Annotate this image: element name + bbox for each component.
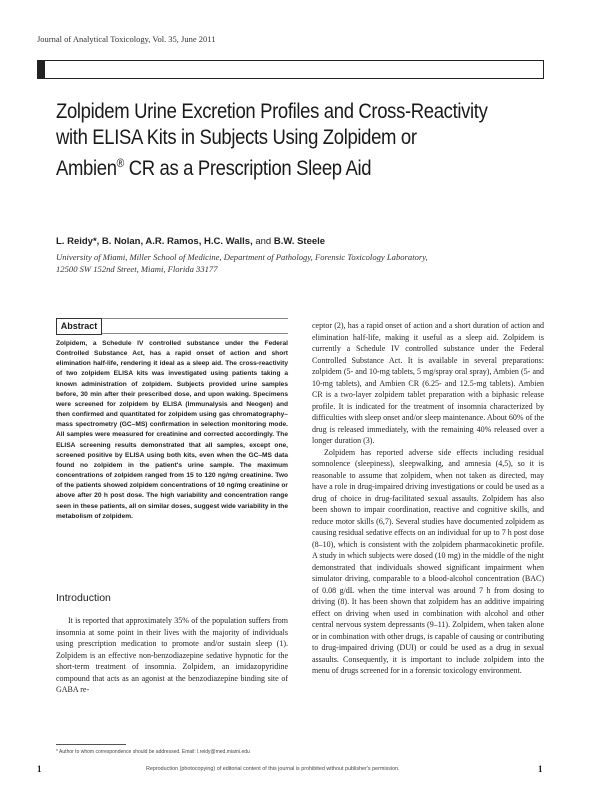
header-rule-box: [37, 60, 544, 79]
page-number-right: 1: [538, 764, 543, 774]
abstract-heading: Abstract: [56, 318, 102, 335]
footnote-rule: [56, 744, 126, 745]
right-column: [312, 320, 544, 677]
abstract-text: Zolpidem, a Schedule IV controlled substance under the Federal Controlled Substance Act, has a rapid onset of action and short elimination half-life, rendering it ideal as a sleep aid. The cross-reactivity of two zolpidem ELISA kits was investigated using patients taking a known administration of zolpidem. Subjects provided urine samples before, 30 min after their prescribed dose, and upon waking. Specimens were screened for zolpidem by ELISA (Immunalysis and Neogen) and then confirmed and quantitated for zolpidem using gas chromatography–mass spectrometry (GC–MS) confirmation in selection monitoring mode. All samples were measured for creatinine and corrected accordingly. The ELISA screening results demonstrated that all samples, except one, screened positive by ELISA using both kits, even when the GC–MS data found no zolpidem in the patient's urine sample. The maximum concentrations of zolpidem ranged from 15 to 120 ng/mg creatinine. Two of the patients showed zolpidem concentrations of 10 ng/mg creatinine or above after 20 h post dose. The high variability and concentration range seen in these patients, all on similar doses, suggest wide variability in the metabolism of zolpidem.: [56, 340, 288, 520]
affiliation: University of Miami, Miller School of Medicine, Department of Pathology, Forensic Toxicology Laboratory, 12500 SW 152nd Street, Miami, Florida 33177: [56, 252, 428, 274]
body-paragraph-2: Zolpidem has reported adverse side effects including residual somnolence (sleepiness), sleepwalking, and amnesia (4,5), so it is reasonable to assume that zolpidem, when not taken as directed, may have a role in drug-impaired driving investigations or could be used as a drug of choice in drug-facilitated sexual assaults. Zolpidem has also been shown to impair coordination, reactive and cognitive skills, and reduce motor skills (6,7). Several studies have documented zolpidem as causing residual sedative effects on an individual for up to 7 h post dose (8–10), which is consistent with the zolpidem pharmacokinetic profile. A study in which subjects were dosed (10 mg) in the middle of the night demonstrated that individuals showed significant impairment when simulator driving, comparable to a blood-alcohol concentration (BAC) of 0.08 g/dL when the time interval was around 7 h from dosing to driving (8). It has been shown that zolpidem has an additive impairing effect on driving when used in combination with alcohol and other central nervous system depressants (9–11). Zolpidem, when taken alone or in combination with other drugs, is capable of causing or contributing to drug-impaired driving (DUI) or could be used as a drug in sexual assaults. Consequently, it is important to include zolpidem into the menu of drugs screened for in a forensic toxicology environment.: [312, 447, 544, 675]
correspondence-footnote: * Author to whom correspondence should be addressed. Email: l.reidy@med.miami.edu: [56, 749, 250, 755]
title-line-2: with ELISA Kits in Subjects Using Zolpidem or: [56, 125, 417, 149]
header-rule-tab: [37, 61, 45, 78]
reproduction-notice: Reproduction (photocopying) of editorial content of this journal is prohibited without publisher's permission.: [146, 766, 400, 772]
journal-header: Journal of Analytical Toxicology, Vol. 35, June 2011: [37, 34, 216, 44]
title-line-1: Zolpidem Urine Excretion Profiles and Cross-Reactivity: [56, 99, 488, 123]
introduction-text: It is reported that approximately 35% of the population suffers from insomnia at some point in their lives with the majority of individuals using prescription medication to promote and/or sustain sleep (1). Zolpidem is an effective non-benzodiazepine sedative hypnotic for the short-term treatment of insomnia. Zolpidem, an imidazopyridine compound that acts as an agonist at the benzodiazepine binding site of GABA re-: [56, 616, 288, 694]
registered-mark: ®: [116, 156, 124, 170]
title-line-3: Ambien® CR as a Prescription Sleep Aid: [56, 156, 372, 180]
page-number-left: 1: [37, 764, 42, 774]
author-list: L. Reidy*, B. Nolan, A.R. Ramos, H.C. Walls, and B.W. Steele: [56, 236, 326, 247]
article-title: [56, 98, 538, 181]
introduction-heading: Introduction: [56, 592, 111, 604]
body-paragraph-1: ceptor (2), has a rapid onset of action and a short duration of action and elimination half-life, making it useful as a sleep aid. Zolpidem is currently a Schedule IV controlled substance under the Federal Controlled Substance Act. It is available in several preparations: zolpidem (5- and 10-mg tablets, 5 mg/spray oral spray), Ambien (5- and 10-mg tablets), and Ambien CR (6.25- and 12.5-mg tablets). Ambien CR is a two-layer zolpidem tablet preparation with a biphasic release profile. It is indicated for the treatment of insomnia characterized by difficulties with sleep onset and/or sleep maintenance. About 60% of the drug is released immediately, with the remaining 40% released over a longer duration (3).: [312, 321, 545, 445]
